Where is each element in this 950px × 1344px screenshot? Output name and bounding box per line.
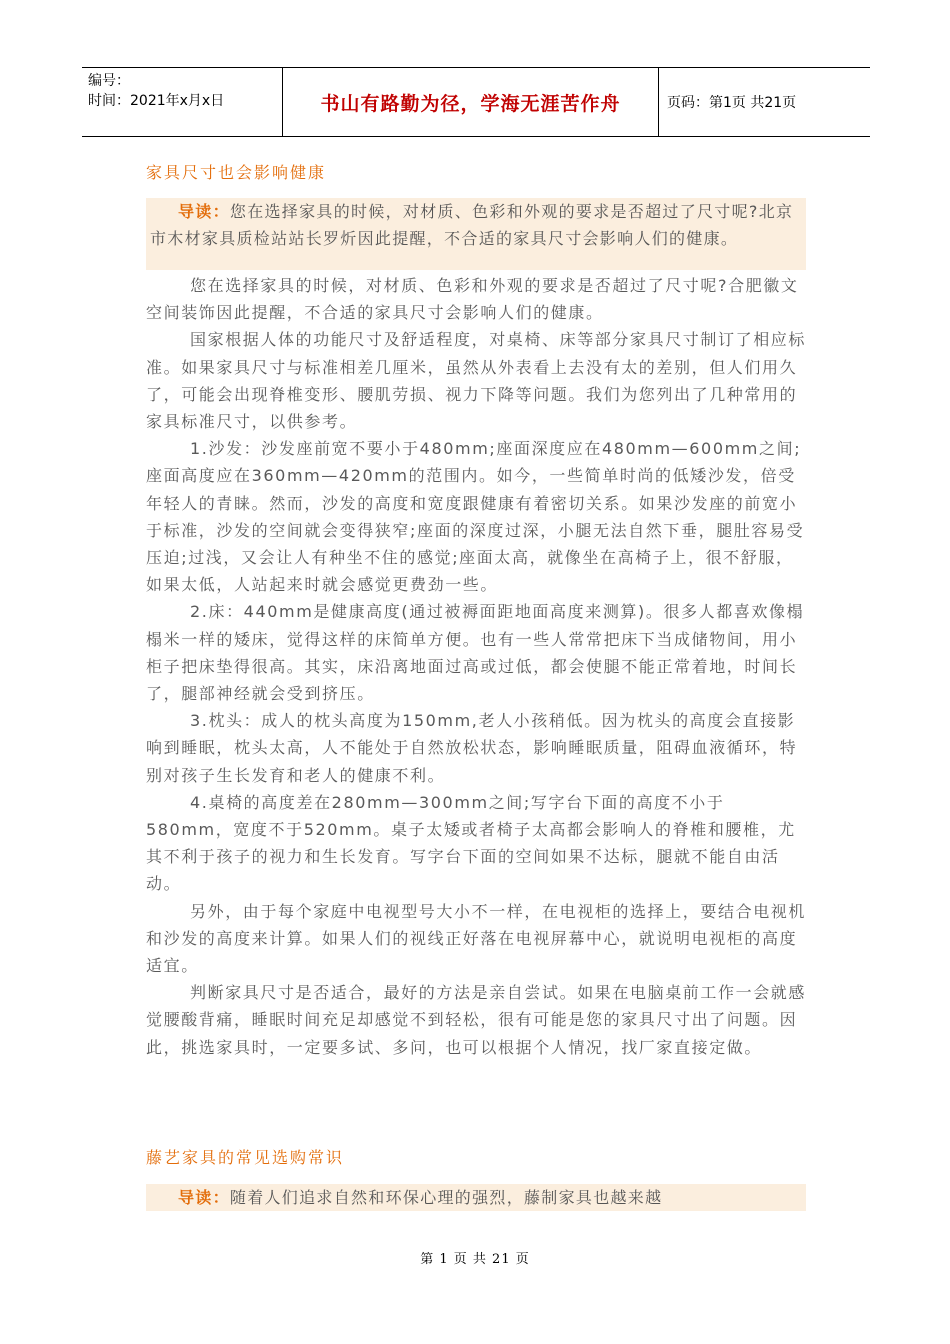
article2-title: 藤艺家具的常见选购常识 <box>146 1148 345 1167</box>
header-page-number: 页码：第1页 共21页 <box>667 95 797 111</box>
article2-intro <box>146 1184 806 1211</box>
article1-intro-lead: 导读： <box>178 202 230 221</box>
header-time: 时间：2021年x月x日 <box>88 93 225 109</box>
page-header <box>82 67 870 137</box>
paragraph: 3.枕头：成人的枕头高度为150mm,老人小孩稍低。因为枕头的高度会直接影响到睡眠，枕头太高，人不能处于自然放松状态，影响睡眠质量，阻碍血液循环，特别对孩子生长发育和老人的健康不利。 <box>146 711 798 785</box>
article1-body <box>146 272 806 1061</box>
article2-intro-lead: 导读： <box>178 1188 230 1207</box>
article1-intro <box>146 198 806 270</box>
header-meta <box>82 68 283 136</box>
header-motto: 书山有路勤为径，学海无涯苦作舟 <box>283 68 659 136</box>
paragraph: 判断家具尺寸是否适合，最好的方法是亲自尝试。如果在电脑桌前工作一会就感觉腰酸背痛，睡眠时间充足却感觉不到轻松，很有可能是您的家具尺寸出了问题。因此，挑选家具时，一定要多试、多问，也可以根据个人情况，找厂家直接定做。 <box>146 983 807 1057</box>
header-number: 编号： <box>88 73 130 89</box>
article1-title: 家具尺寸也会影响健康 <box>146 163 327 182</box>
page-footer: 第 1 页 共 21 页 <box>420 1252 530 1267</box>
paragraph: 2.床：440mm是健康高度(通过被褥面距地面高度来测算)。很多人都喜欢像榻榻米一样的矮床，觉得这样的床简单方便。也有一些人常常把床下当成储物间，用小柜子把床垫得很高。其实，床沿离地面过高或过低，都会使腿不能正常着地，时间长了，腿部神经就会受到挤压。 <box>146 602 805 704</box>
article1-intro-text: 您在选择家具的时候，对材质、色彩和外观的要求是否超过了尺寸呢?北京市木材家具质检站站长罗炘因此提醒，不合适的家具尺寸会影响人们的健康。 <box>150 202 794 248</box>
paragraph: 国家根据人体的功能尺寸及舒适程度，对桌椅、床等部分家具尺寸制订了相应标准。如果家具尺寸与标准相差几厘米，虽然从外表看上去没有太的差别，但人们用久了，可能会出现脊椎变形、腰肌劳损、视力下降等问题。我们为您列出了几种常用的家具标准尺寸，以供参考。 <box>146 330 807 432</box>
article2-intro-text: 随着人们追求自然和环保心理的强烈，藤制家具也越来越 <box>229 1188 663 1207</box>
paragraph: 您在选择家具的时候，对材质、色彩和外观的要求是否超过了尺寸呢?合肥徽文空间装饰因此提醒，不合适的家具尺寸会影响人们的健康。 <box>146 276 799 323</box>
paragraph: 1.沙发：沙发座前宽不要小于480mm;座面深度应在480mm—600mm之间;座面高度应在360mm—420mm的范围内。如今，一些简单时尚的低矮沙发，倍受年轻人的青睐。然而，沙发的高度和宽度跟健康有着密切关系。如果沙发座的前宽小于标准，沙发的空间就会变得狭窄;座面的深度过深，小腿无法自然下垂，腿肚容易受压迫;过浅，又会让人有种坐不住的感觉;座面太高，就像坐在高椅子上，很不舒服，如果太低，人站起来时就会感觉更费劲一些。 <box>146 439 805 595</box>
paragraph: 另外，由于每个家庭中电视型号大小不一样，在电视柜的选择上，要结合电视机和沙发的高度来计算。如果人们的视线正好落在电视屏幕中心，就说明电视柜的高度适宜。 <box>146 901 807 976</box>
paragraph: 4.桌椅的高度差在280mm—300mm之间;写字台下面的高度不小于580mm，宽度不于520mm。桌子太矮或者椅子太高都会影响人的脊椎和腰椎，尤其不利于孩子的视力和生长发育。写字台下面的空间如果不达标，腿就不能自由活动。 <box>146 792 796 894</box>
